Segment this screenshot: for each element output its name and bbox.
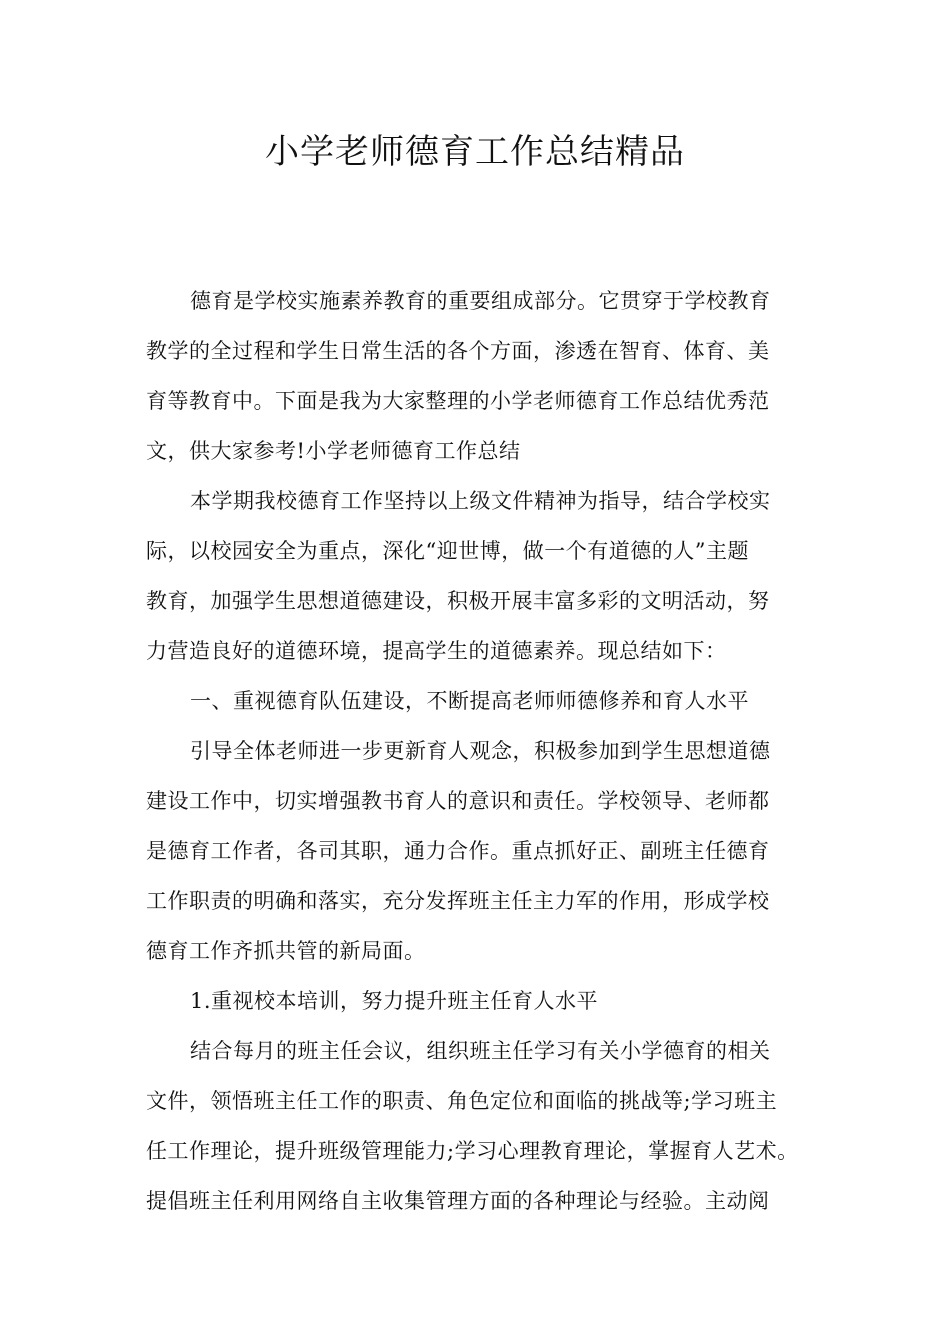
page-title: 小学老师德育工作总结精品 — [265, 132, 685, 172]
text-line: 提倡班主任利用网络自主收集管理方面的各种理论与经验。主动阅 — [146, 1189, 770, 1213]
text-line: 工作职责的明确和落实，充分发挥班主任主力军的作用，形成学校 — [146, 889, 770, 913]
section-heading: 一、重视德育队伍建设，不断提高老师师德修养和育人水平 — [190, 689, 749, 713]
text-line: 力营造良好的道德环境，提高学生的道德素养。现总结如下： — [146, 639, 727, 663]
text-line: 引导全体老师进一步更新育人观念，积极参加到学生思想道德 — [190, 739, 771, 763]
text-line: 本学期我校德育工作坚持以上级文件精神为指导，结合学校实 — [190, 489, 771, 513]
text-line: 结合每月的班主任会议，组织班主任学习有关小学德育的相关 — [190, 1039, 771, 1063]
text-line: 是德育工作者，各司其职，通力合作。重点抓好正、副班主任德育 — [146, 839, 770, 863]
text-line: 任工作理论，提升班级管理能力;学习心理教育理论，掌握育人艺术。 — [146, 1139, 799, 1163]
text-line: 建设工作中，切实增强教书育人的意识和责任。学校领导、老师都 — [146, 789, 770, 813]
text-line: 文件，领悟班主任工作的职责、角色定位和面临的挑战等;学习班主 — [146, 1089, 778, 1113]
text-line: 德育工作齐抓共管的新局面。 — [146, 939, 426, 963]
text-line: 文，供大家参考!小学老师德育工作总结 — [146, 439, 521, 463]
text-line: 育等教育中。下面是我为大家整理的小学老师德育工作总结优秀范 — [146, 389, 770, 413]
text-line: 教育，加强学生思想道德建设，积极开展丰富多彩的文明活动，努 — [146, 589, 770, 613]
text-line: 德育是学校实施素养教育的重要组成部分。它贯穿于学校教育 — [190, 289, 771, 313]
document-body — [146, 276, 816, 1226]
text-line: 教学的全过程和学生日常生活的各个方面，渗透在智育、体育、美 — [146, 339, 770, 363]
subsection-heading: 1.重视校本培训，努力提升班主任育人水平 — [190, 989, 599, 1013]
text-line: 际，以校园安全为重点，深化“迎世博，做一个有道德的人”主题 — [146, 539, 749, 563]
